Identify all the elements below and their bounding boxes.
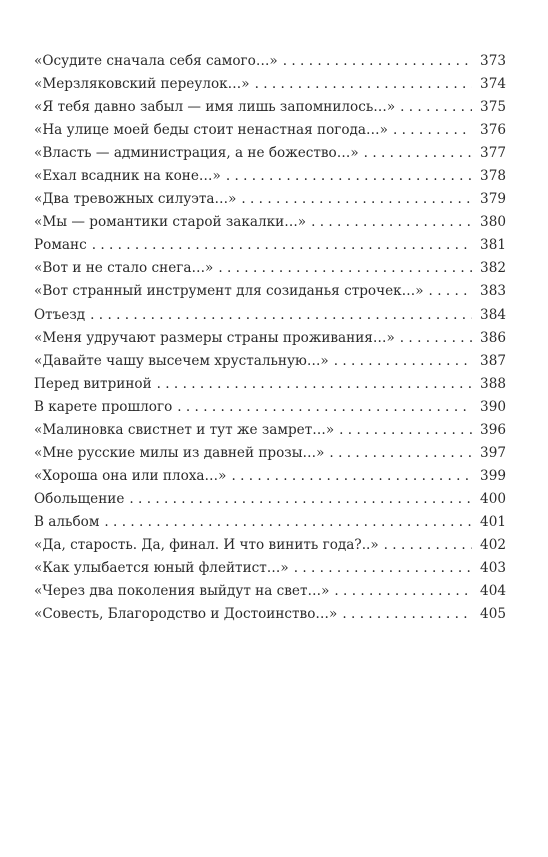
toc-entry-page-number: 381 [480,237,506,254]
toc-entry-title: «Хороша она или плоха…» [34,467,227,484]
toc-entry-title: «Меня удручают размеры страны проживания…» [34,329,395,346]
toc-entry-title: «Мы — романтики старой закалки…» [34,214,307,231]
dot-leader [218,257,472,280]
toc-entry-page-number: 384 [480,306,506,323]
toc-entry [34,165,506,188]
toc-entry [34,557,506,580]
toc-entry-title: «Через два поколения выйдут на свет…» [34,583,330,600]
dot-leader [177,396,472,419]
toc-entry [34,603,506,626]
dot-leader [339,419,472,442]
toc-entry [34,373,506,396]
toc-entry-page-number: 386 [480,329,506,346]
toc-entry-page-number: 399 [480,467,506,484]
dot-leader [129,488,472,511]
toc-entry [34,396,506,419]
toc-entry [34,119,506,142]
toc-entry-page-number: 376 [480,122,506,139]
dot-leader [311,211,472,234]
toc-entry-page-number: 375 [480,99,506,116]
toc-entry-title: Перед витриной [34,375,152,392]
toc-entry [34,419,506,442]
toc-entry-title: «Совесть, Благородство и Достоинство…» [34,606,338,623]
toc-entry-page-number: 396 [480,421,506,438]
toc-entry-page-number: 403 [480,560,506,577]
toc-entry-title: В альбом [34,513,100,530]
toc-entry-page-number: 388 [480,375,506,392]
toc-entry-page-number: 400 [480,490,506,507]
dot-leader [364,142,472,165]
toc-entry [34,488,506,511]
toc-entry-title: «Вот и не стало снега…» [34,260,214,277]
toc-entry-page-number: 405 [480,606,506,623]
toc-entry [34,234,506,257]
dot-leader [294,557,472,580]
toc-entry-page-number: 390 [480,398,506,415]
toc-entry [34,211,506,234]
dot-leader [400,327,472,350]
toc-entry-page-number: 402 [480,536,506,553]
toc-entry-title: «Да, старость. Да, финал. И что винить года?..» [34,536,379,553]
dot-leader [334,580,472,603]
dot-leader [255,73,472,96]
toc-entry-title: В карете прошлого [34,398,173,415]
dot-leader [400,96,472,119]
dot-leader [104,511,472,534]
toc-entry-page-number: 373 [480,53,506,69]
toc-entry [34,327,506,350]
toc-entry-title: «Я тебя давно забыл — имя лишь запомнилось…» [34,99,396,116]
toc-entry-page-number: 387 [480,352,506,369]
toc-entry-title: «Малиновка свистнет и тут же замрет…» [34,421,335,438]
dot-leader [92,234,472,257]
toc-entry [34,511,506,534]
toc-entry [34,280,506,303]
dot-leader [329,442,472,465]
toc-entry-title: «Ехал всадник на коне…» [34,168,221,185]
toc-entry [34,350,506,373]
toc-entry [34,73,506,96]
toc-entry [34,465,506,488]
toc-entry-page-number: 374 [480,76,506,93]
dot-leader [226,165,472,188]
toc-entry-title: «На улице моей беды стоит ненастная погода…» [34,122,388,139]
toc-entry-title: «Мерзляковский переулок…» [34,76,250,93]
toc-entry-title: Романс [34,237,87,254]
toc-entry-title: «Мне русские милы из давней прозы…» [34,444,325,461]
toc-entry-page-number: 380 [480,214,506,231]
toc-entry-page-number: 404 [480,583,506,600]
toc-entry [34,142,506,165]
toc-entry [34,188,506,211]
dot-leader [429,280,472,303]
toc-entry [34,50,506,73]
toc-entry-title: «Вот странный инструмент для созиданья строчек…» [34,283,424,300]
toc-entry-page-number: 377 [480,145,506,162]
toc-entry [34,534,506,557]
toc-entry-page-number: 397 [480,444,506,461]
toc-entry-title: Отъезд [34,306,86,323]
dot-leader [342,603,472,626]
toc-entry [34,257,506,280]
toc-entry-title: «Осудите сначала себя самого…» [34,53,278,69]
dot-leader [393,119,472,142]
table-of-contents [34,50,506,626]
toc-entry-title: «Давайте чашу высечем хрустальную…» [34,352,329,369]
toc-entry [34,580,506,603]
toc-entry-page-number: 379 [480,191,506,208]
dot-leader [334,350,472,373]
toc-entry-page-number: 378 [480,168,506,185]
dot-leader [241,188,472,211]
dot-leader [231,465,472,488]
dot-leader [384,534,472,557]
toc-entry-page-number: 401 [480,513,506,530]
toc-entry-title: «Власть — администрация, а не божество…» [34,145,359,162]
toc-entry-page-number: 382 [480,260,506,277]
toc-entry [34,96,506,119]
toc-entry [34,442,506,465]
toc-entry-title: «Два тревожных силуэта…» [34,191,237,208]
dot-leader [90,304,472,327]
dot-leader [157,373,472,396]
toc-entry [34,304,506,327]
dot-leader [283,50,472,73]
toc-entry-page-number: 383 [480,283,506,300]
toc-entry-title: «Как улыбается юный флейтист…» [34,560,289,577]
toc-entry-title: Обольщение [34,490,125,507]
